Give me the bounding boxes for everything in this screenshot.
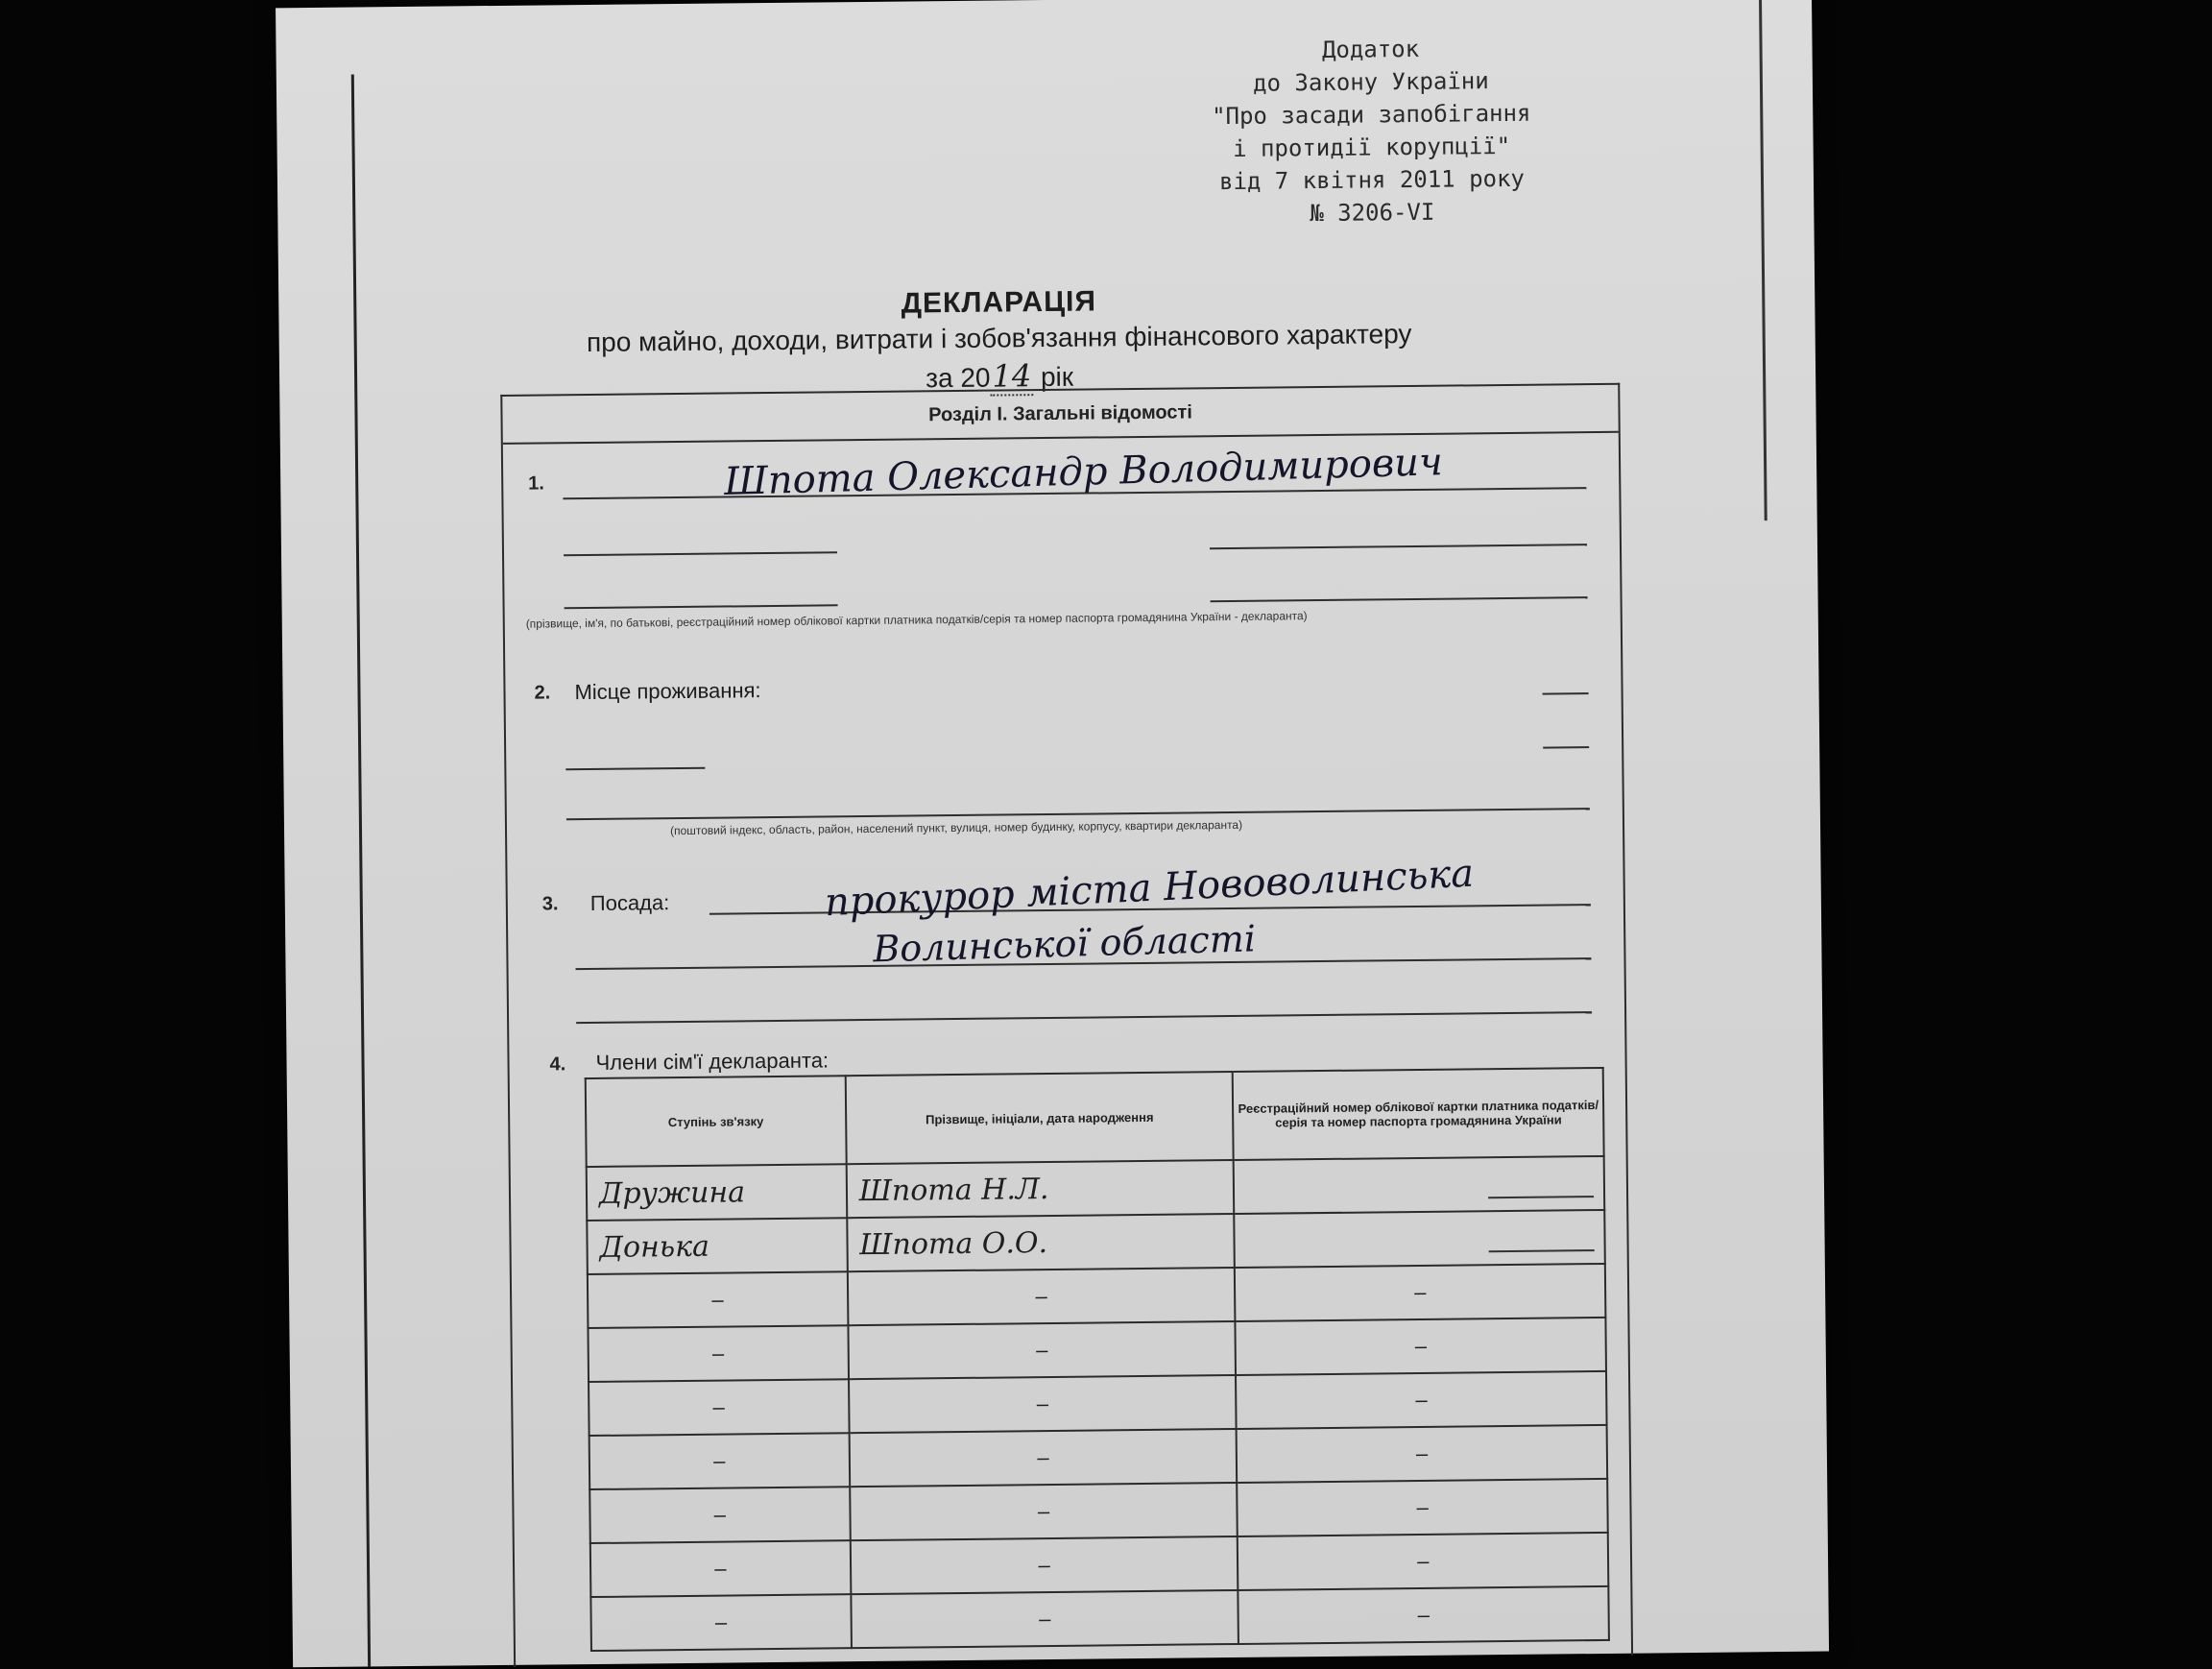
general-info-section [500,383,1633,1667]
name-cell: – [848,1321,1236,1379]
addendum-line: від 7 квітня 2011 року [1218,164,1526,196]
family-members-table [585,1067,1610,1652]
document-title [518,281,1479,399]
item3-handwritten-region: Волинської області [872,917,1257,971]
registration-underline [1488,1196,1594,1198]
year-handwritten: 14 [990,357,1033,396]
addendum-line: Додаток [1321,35,1420,63]
item3-line [576,1011,1592,1024]
item3-handwritten-position: прокурор міста Нововолинська [823,851,1475,926]
addendum-line: "Про засади запобігання [1211,99,1531,131]
item1-line-right [1211,596,1588,602]
name-cell: – [849,1375,1237,1433]
addendum-line: до Закону України [1252,67,1489,97]
name-cell: – [848,1268,1236,1325]
name-cell: – [849,1429,1237,1487]
item2-line-short [1543,692,1589,695]
table-row [590,1586,1609,1651]
registration-cell: – [1238,1479,1608,1536]
item1-handwritten-name: Шпота Олександр Володимирович [723,440,1444,505]
item1-line-left [564,551,837,556]
registration-underline [1489,1249,1595,1252]
section-heading: Розділ І. Загальні відомості [502,385,1618,445]
registration-cell [1234,1156,1604,1214]
item4-label: Члени сім'ї декларанта: [595,1048,830,1075]
relation-cell: – [589,1433,850,1489]
registration-cell: – [1238,1586,1609,1644]
name-cell: – [851,1536,1238,1594]
name-cell: Шпота Н.Л. [846,1160,1234,1218]
item4-number: 4. [549,1053,566,1076]
item3-number: 3. [541,893,559,915]
addendum-line: і протидії корупції" [1232,132,1511,162]
relation-cell: – [588,1271,848,1328]
item2-line-left [565,767,705,771]
item3-label: Посада: [589,890,670,915]
item1-number: 1. [528,472,545,495]
relation-cell: Дружина [587,1164,847,1221]
column-header-registration: Реєстраційний номер облікової картки платника податків/ серія та номер паспорта громадянина України [1233,1068,1603,1160]
registration-cell: – [1236,1318,1606,1375]
item2-label: Місце проживання: [574,678,761,705]
title-subtitle: про майно, доходи, витрати і зобов'язання фінансового характеру [586,319,1412,358]
registration-cell: – [1238,1533,1608,1590]
relation-cell: – [590,1540,851,1597]
underlying-page-edge [351,75,371,1667]
registration-cell: – [1236,1371,1606,1429]
item1-line-left [565,604,838,609]
year-prefix: за 20 [926,362,991,394]
registration-cell: – [1235,1264,1605,1321]
relation-cell: – [588,1325,848,1382]
year-suffix: рік [1040,361,1074,393]
item1-line-right [1210,544,1587,549]
item2-number: 2. [534,682,551,704]
registration-cell: – [1237,1425,1607,1483]
column-header-name: Прізвище, ініціали, дата народження [845,1072,1234,1164]
addendum-line: № 3206-VI [1310,198,1435,228]
declaration-sheet [276,0,1829,1667]
item2-line-short [1543,746,1589,749]
item2-line [566,808,1590,820]
page-edge-shadow [1759,0,1767,520]
column-header-relation: Ступінь зв'язку [586,1076,847,1167]
relation-cell: – [589,1487,850,1543]
name-cell: – [850,1483,1238,1540]
name-cell: – [851,1590,1238,1648]
law-addendum-note [1120,31,1622,231]
relation-cell: – [589,1379,849,1436]
item2-caption: (поштовий індекс, область, район, населений пункт, вулиця, номер будинку, корпусу, квартири декларанта) [669,817,1243,838]
item1-caption: (прізвище, ім'я, по батькові, реєстраційний номер облікової картки платника податків/серія та номер паспорта громадянина України - декларанта) [525,609,1308,631]
registration-cell [1235,1210,1605,1268]
title-main: ДЕКЛАРАЦІЯ [901,285,1097,320]
name-cell: Шпота О.О. [847,1214,1235,1271]
relation-cell: Донька [587,1218,847,1274]
relation-cell: – [590,1594,851,1651]
